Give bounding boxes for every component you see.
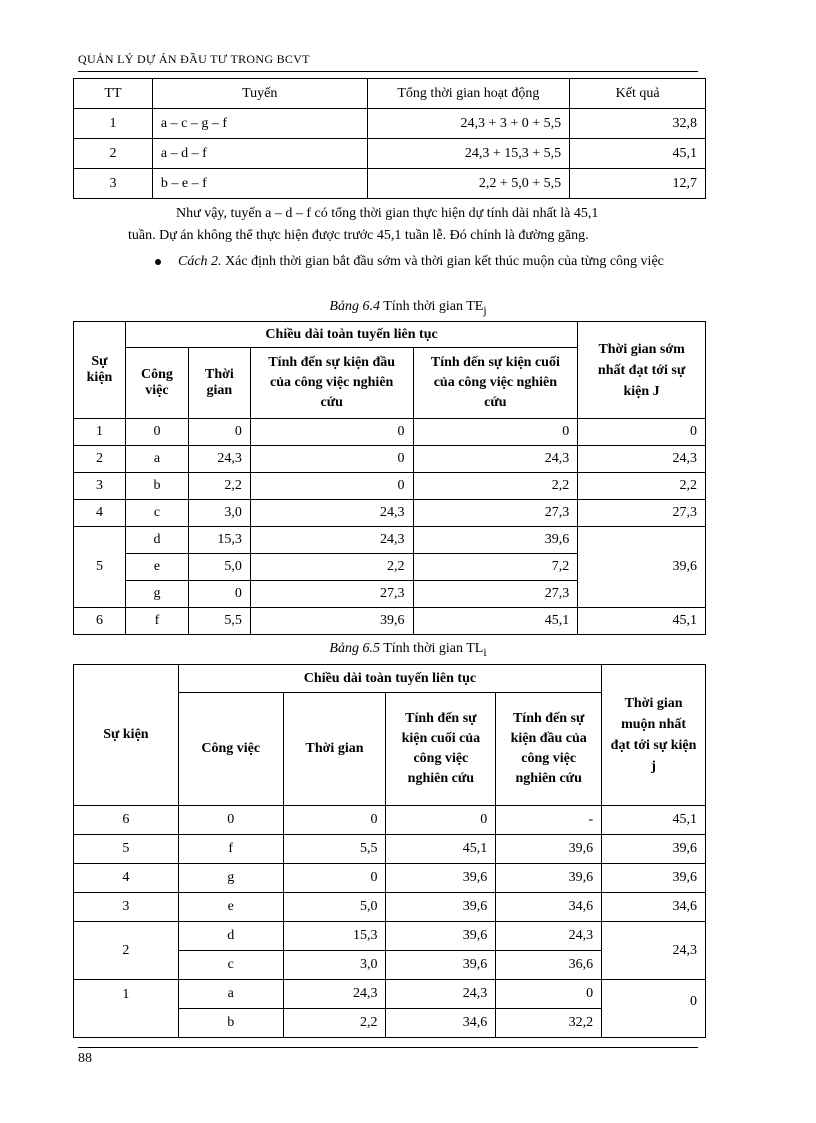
table-row (74, 169, 706, 199)
header-cell-result: Thời gian muộn nhất đạt tới sự kiện j (602, 665, 706, 806)
table-row (74, 419, 706, 446)
table-cell: c (178, 951, 283, 980)
table-cell: 2,2 (250, 554, 413, 581)
table-cell: 39,6 (386, 951, 496, 980)
table-cell: f (125, 608, 188, 635)
table-cell: e (125, 554, 188, 581)
table-cell: 32,2 (496, 1009, 602, 1038)
table-header-row (74, 79, 706, 109)
table-cell: 24,3 (188, 446, 250, 473)
header-cell-time: Thời gian (283, 693, 386, 806)
table-cell: 5,5 (283, 835, 386, 864)
bullet-item (150, 251, 696, 272)
table-cell: 15,3 (188, 527, 250, 554)
table-cell: b (125, 473, 188, 500)
table-cell: 39,6 (386, 864, 496, 893)
table-cell: 39,6 (386, 893, 496, 922)
table-cell: a – d – f (152, 139, 367, 169)
table-cell: 24,3 (602, 922, 706, 980)
table-cell: 34,6 (496, 893, 602, 922)
table-cell: 2,2 (188, 473, 250, 500)
table-cell: 0 (496, 980, 602, 1009)
table-cell: 5,0 (283, 893, 386, 922)
table-cell: 2 (74, 922, 179, 980)
table-cell: 27,3 (413, 581, 578, 608)
te-time-table (73, 321, 706, 635)
table-cell: 36,6 (496, 951, 602, 980)
table-cell: 0 (250, 446, 413, 473)
table-cell: a – c – g – f (152, 109, 367, 139)
bullet-label: Cách 2. (178, 254, 222, 269)
table-cell: 2,2 + 5,0 + 5,5 (367, 169, 570, 199)
table-row (74, 864, 706, 893)
header-cell-event: Sự kiện (74, 322, 126, 419)
table-cell: 2,2 (578, 473, 706, 500)
table-cell: 2 (74, 446, 126, 473)
table-cell: 39,6 (386, 922, 496, 951)
table-cell: 24,3 (496, 922, 602, 951)
header-cell-result: Thời gian sớm nhất đạt tới sự kiện J (578, 322, 706, 419)
route-duration-table (73, 78, 706, 199)
header-cell-start: Tính đến sự kiện đầu của công việc nghiên cứu (250, 348, 413, 419)
table-cell: 2 (74, 139, 153, 169)
table-row (74, 473, 706, 500)
table-caption (0, 641, 816, 659)
table-cell: 1 (74, 109, 153, 139)
table-cell: 0 (188, 581, 250, 608)
table-cell: 2,2 (283, 1009, 386, 1038)
table-cell: 4 (74, 864, 179, 893)
header-cell: Tổng thời gian hoạt động (367, 79, 570, 109)
table-cell: d (178, 922, 283, 951)
table-cell: a (125, 446, 188, 473)
header-cell-task: Công việc (125, 348, 188, 419)
header-cell: Tuyến (152, 79, 367, 109)
table-cell: 3 (74, 169, 153, 199)
table-cell: 45,1 (578, 608, 706, 635)
table-cell: 5,0 (188, 554, 250, 581)
table-cell: 0 (578, 419, 706, 446)
table-cell: g (178, 864, 283, 893)
header-cell: TT (74, 79, 153, 109)
table-cell: 34,6 (386, 1009, 496, 1038)
table-row (74, 835, 706, 864)
bullet-body: Xác định thời gian bắt đầu sớm và thời gian kết thúc muộn của từng công việc (221, 254, 664, 269)
table-cell: 39,6 (602, 835, 706, 864)
table-cell: 24,3 + 3 + 0 + 5,5 (367, 109, 570, 139)
table-cell: 27,3 (578, 500, 706, 527)
caption-label: Bảng 6.4 (329, 299, 380, 314)
table-cell: 2,2 (413, 473, 578, 500)
table-cell: 24,3 (250, 527, 413, 554)
table-cell: 5 (74, 835, 179, 864)
table-cell: 0 (283, 806, 386, 835)
table-row (74, 922, 706, 951)
table-cell: 24,3 (250, 500, 413, 527)
table-cell: 39,6 (413, 527, 578, 554)
table-cell: 39,6 (602, 864, 706, 893)
table-cell: 39,6 (250, 608, 413, 635)
table-cell: 1 (74, 419, 126, 446)
caption-subscript: j (483, 303, 487, 317)
table-row (74, 446, 706, 473)
table-cell: 24,3 (386, 980, 496, 1009)
table-row (74, 500, 706, 527)
table-cell: 12,7 (570, 169, 706, 199)
caption-text: Tính thời gian TL (379, 641, 484, 656)
bullet-text (178, 251, 696, 272)
table-cell: c (125, 500, 188, 527)
header-cell-task: Công việc (178, 693, 283, 806)
table-cell: 5,5 (188, 608, 250, 635)
table-cell: 32,8 (570, 109, 706, 139)
table-cell: 6 (74, 806, 179, 835)
header-cell-end: Tính đến sự kiện cuối của công việc nghiên cứu (386, 693, 496, 806)
table-cell: 3 (74, 893, 179, 922)
table-cell: d (125, 527, 188, 554)
table-cell: 0 (386, 806, 496, 835)
header-cell-group: Chiều dài toàn tuyến liên tục (178, 665, 601, 693)
table-cell: f (178, 835, 283, 864)
table-cell: 0 (602, 980, 706, 1038)
table-cell: 0 (188, 419, 250, 446)
table-cell: 45,1 (570, 139, 706, 169)
paragraph-line: Như vậy, tuyến a – d – f có tổng thời gian thực hiện dự tính dài nhất là 45,1 (176, 206, 599, 221)
paragraph-line: tuần. Dự án không thể thực hiện được trước 45,1 tuần lễ. Đó chính là đường găng. (128, 228, 589, 243)
table-row (74, 806, 706, 835)
table-cell: 39,6 (496, 864, 602, 893)
table-cell: e (178, 893, 283, 922)
table-cell: 4 (74, 500, 126, 527)
table-cell: 0 (178, 806, 283, 835)
table-cell: 0 (283, 864, 386, 893)
table-cell: 27,3 (250, 581, 413, 608)
header-cell-group: Chiều dài toàn tuyến liên tục (125, 322, 577, 348)
table-cell: 24,3 (578, 446, 706, 473)
table-cell: 24,3 + 15,3 + 5,5 (367, 139, 570, 169)
tl-time-table (73, 664, 706, 1038)
footer-rule (78, 1047, 698, 1048)
table-cell: 27,3 (413, 500, 578, 527)
table-cell: 3 (74, 473, 126, 500)
table-cell: 24,3 (283, 980, 386, 1009)
table-cell: 6 (74, 608, 126, 635)
header-rule (78, 71, 698, 72)
table-row (74, 109, 706, 139)
table-cell: 0 (125, 419, 188, 446)
caption-text: Tính thời gian TE (379, 299, 484, 314)
table-cell: 0 (250, 419, 413, 446)
table-cell: 24,3 (413, 446, 578, 473)
caption-label: Bảng 6.5 (329, 641, 380, 656)
table-row (74, 527, 706, 554)
table-header-row (74, 665, 706, 693)
table-cell: 1 (74, 980, 179, 1038)
table-cell: 7,2 (413, 554, 578, 581)
table-header-row (74, 322, 706, 348)
table-row (74, 893, 706, 922)
table-cell: g (125, 581, 188, 608)
header-cell-start: Tính đến sự kiện đầu của công việc nghiên cứu (496, 693, 602, 806)
table-cell: 34,6 (602, 893, 706, 922)
table-cell: 39,6 (496, 835, 602, 864)
table-cell: 45,1 (386, 835, 496, 864)
table-row (74, 139, 706, 169)
table-cell: 3,0 (188, 500, 250, 527)
table-cell: 0 (250, 473, 413, 500)
table-cell: - (496, 806, 602, 835)
header-cell-event: Sự kiện (74, 665, 179, 806)
page-number: 88 (78, 1051, 92, 1066)
table-cell: b – e – f (152, 169, 367, 199)
table-row (74, 980, 706, 1009)
table-cell: 3,0 (283, 951, 386, 980)
table-cell: 15,3 (283, 922, 386, 951)
bullet-icon (155, 259, 161, 265)
table-row (74, 608, 706, 635)
header-cell: Kết quả (570, 79, 706, 109)
table-caption (0, 299, 816, 317)
table-cell: 39,6 (578, 527, 706, 608)
table-cell: 0 (413, 419, 578, 446)
running-header: QUẢN LÝ DỰ ÁN ĐẦU TƯ TRONG BCVT (78, 52, 310, 66)
header-cell-end: Tính đến sự kiện cuối của công việc nghiên cứu (413, 348, 578, 419)
table-cell: 5 (74, 527, 126, 608)
table-cell: b (178, 1009, 283, 1038)
paragraph (128, 203, 696, 247)
table-cell: 45,1 (413, 608, 578, 635)
header-cell-time: Thời gian (188, 348, 250, 419)
table-cell: a (178, 980, 283, 1009)
table-cell: 45,1 (602, 806, 706, 835)
caption-subscript: i (483, 645, 487, 659)
